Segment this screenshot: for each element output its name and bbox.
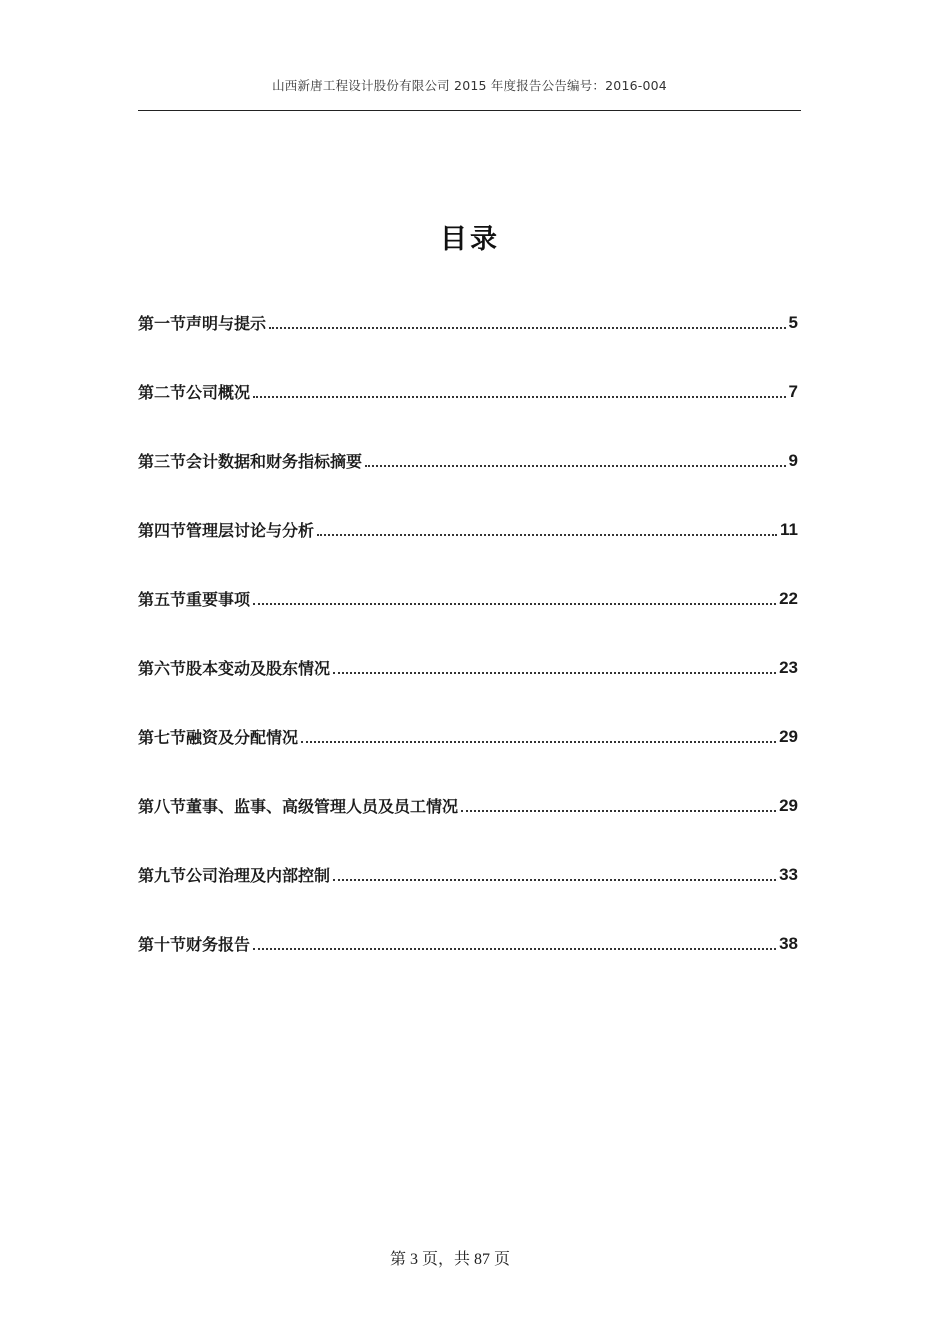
toc-entry-section-9[interactable] (138, 840, 798, 909)
toc-entry-page: 29 (779, 726, 798, 746)
toc-entry-section-5[interactable] (138, 564, 798, 633)
dot-leader (461, 810, 776, 812)
page-header: 山西新唐工程设计股份有限公司 2015 年度报告公告编号：2016-004 (272, 78, 667, 93)
dot-leader (301, 741, 776, 743)
toc-entry-page: 5 (788, 312, 798, 332)
toc-entry-section-4[interactable] (138, 495, 798, 564)
toc-entry-label: 第一节声明与提示 (138, 314, 267, 333)
toc-entry-page: 33 (779, 864, 798, 884)
dot-leader (253, 603, 776, 605)
toc-entry-page: 9 (788, 450, 798, 470)
toc-entry-page: 38 (779, 933, 798, 953)
dot-leader (317, 534, 777, 536)
dot-leader (333, 672, 776, 674)
dot-leader (253, 948, 776, 950)
toc-entry-label: 第三节会计数据和财务指标摘要 (138, 452, 363, 471)
toc-entry-label: 第六节股本变动及股东情况 (138, 659, 331, 678)
toc-entry-section-8[interactable] (138, 771, 798, 840)
dot-leader (333, 879, 776, 881)
toc-entry-section-6[interactable] (138, 633, 798, 702)
toc-entry-label: 第七节融资及分配情况 (138, 728, 299, 747)
toc-title: 目录 (440, 224, 500, 255)
toc-list (138, 288, 798, 978)
toc-entry-label: 第十节财务报告 (138, 935, 251, 954)
toc-entry-label: 第二节公司概况 (138, 383, 251, 402)
toc-entry-label: 第八节董事、监事、高级管理人员及员工情况 (138, 797, 459, 816)
toc-entry-page: 11 (780, 519, 798, 539)
toc-entry-label: 第九节公司治理及内部控制 (138, 866, 331, 885)
toc-entry-section-1[interactable] (138, 288, 798, 357)
toc-entry-label: 第四节管理层讨论与分析 (138, 521, 315, 540)
toc-entry-page: 23 (779, 657, 798, 677)
page-footer: 第 3 页，共 87 页 (389, 1251, 510, 1268)
header-divider (138, 110, 801, 111)
toc-entry-label: 第五节重要事项 (138, 590, 251, 609)
toc-entry-section-10[interactable] (138, 909, 798, 978)
toc-entry-page: 22 (779, 588, 798, 608)
dot-leader (269, 327, 786, 329)
toc-entry-section-3[interactable] (138, 426, 798, 495)
toc-entry-section-2[interactable] (138, 357, 798, 426)
toc-entry-page: 29 (779, 795, 798, 815)
toc-entry-section-7[interactable] (138, 702, 798, 771)
dot-leader (365, 465, 786, 467)
toc-entry-page: 7 (788, 381, 798, 401)
dot-leader (253, 396, 786, 398)
